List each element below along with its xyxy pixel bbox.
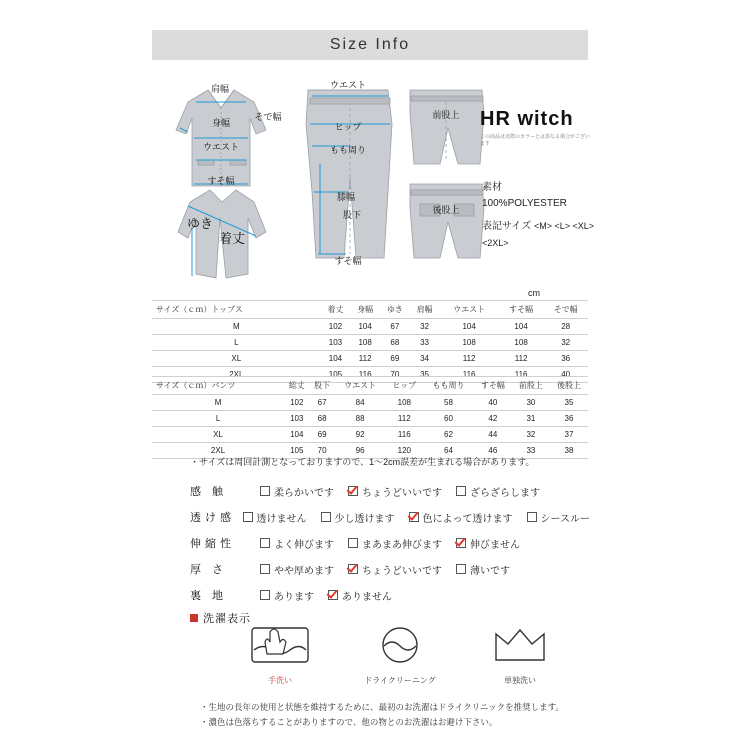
svg-text:ヒップ: ヒップ (334, 122, 362, 132)
table-cell: 104 (321, 351, 351, 367)
attribute-label: 裏 地 (190, 590, 228, 602)
table-col-header: サイズ（ｃｍ）トップス (152, 301, 321, 319)
svg-text:ウエスト: ウエスト (202, 142, 240, 152)
table-cell: 58 (423, 395, 474, 411)
table-row-label: 2XL (152, 367, 321, 383)
table-row-label: M (152, 319, 321, 335)
table-cell: 116 (499, 367, 544, 383)
svg-text:股下: 股下 (342, 210, 362, 220)
attribute-row (190, 556, 590, 582)
wash-item (350, 622, 450, 686)
svg-text:ウエスト: ウエスト (329, 80, 367, 90)
wash-item (470, 622, 570, 686)
table-cell: 46 (474, 443, 512, 459)
table-col-header: 身幅 (350, 301, 380, 319)
attribute-options (243, 510, 591, 525)
table-cell: 37 (550, 427, 588, 443)
wash-caption: 単独洗い (504, 676, 536, 685)
material-label: 素材 (482, 182, 502, 193)
attribute-option[interactable] (456, 536, 520, 551)
attribute-option-label: ちょうどいいです (362, 565, 442, 577)
table-cell: 33 (410, 335, 440, 351)
table-cell: 120 (385, 443, 423, 459)
table-cell: 28 (543, 319, 588, 335)
table-cell: 70 (380, 367, 410, 383)
table-cell: 108 (385, 395, 423, 411)
table-cell: 96 (335, 443, 386, 459)
brand-block (480, 108, 590, 147)
table-cell: 102 (321, 319, 351, 335)
svg-text:身幅: 身幅 (211, 118, 231, 128)
checkbox-icon[interactable] (527, 512, 537, 522)
attribute-option[interactable] (328, 588, 392, 603)
attribute-option-label: 伸びません (470, 539, 520, 551)
material-spec (482, 180, 602, 212)
table-col-header: 肩幅 (410, 301, 440, 319)
attribute-option-label: ざらざらします (470, 487, 540, 499)
table-cell: 108 (350, 335, 380, 351)
table-cell: 67 (309, 395, 334, 411)
table-row-label: XL (152, 351, 321, 367)
footer-notes (200, 700, 620, 730)
attribute-option[interactable] (260, 484, 334, 499)
attribute-label: 厚 さ (190, 564, 228, 576)
checkbox-icon[interactable] (456, 486, 466, 496)
table-cell: 36 (543, 351, 588, 367)
wash-title-text: 洗濯表示 (203, 613, 251, 625)
table-cell: 64 (423, 443, 474, 459)
table-row (152, 335, 588, 351)
attribute-option[interactable] (409, 510, 513, 525)
table-cell: 70 (309, 443, 334, 459)
tops-size-table (152, 300, 588, 383)
footer-line-2: ・濃色は色落ちすることがありますので、他の物とのお洗濯はお避け下さい。 (200, 717, 498, 727)
svg-text:そで幅: そで幅 (254, 112, 282, 122)
table-row (152, 395, 588, 411)
table-row (152, 319, 588, 335)
attribute-option[interactable] (527, 510, 591, 525)
table-row-label: XL (152, 427, 284, 443)
wash-caption: ドライクリーニング (364, 676, 436, 685)
svg-text:すそ幅: すそ幅 (207, 176, 235, 186)
table-cell: 112 (439, 351, 498, 367)
attribute-row (190, 478, 590, 504)
svg-text:膝幅: 膝幅 (336, 192, 356, 202)
table-cell: 31 (512, 411, 550, 427)
attribute-option-label: よく伸びます (274, 539, 334, 551)
checkbox-icon[interactable] (243, 512, 253, 522)
table-row-label: L (152, 335, 321, 351)
table-header-row (152, 301, 588, 319)
svg-text:後股上: 後股上 (432, 205, 460, 215)
attribute-options (260, 562, 510, 577)
attribute-options (260, 588, 392, 603)
wash-item (230, 622, 330, 686)
table-cell: 42 (474, 411, 512, 427)
checkbox-icon[interactable] (260, 486, 270, 496)
size-label: 表記サイズ (482, 221, 532, 232)
table-cell: 38 (550, 443, 588, 459)
table-cell: 40 (474, 395, 512, 411)
table-cell: 33 (512, 443, 550, 459)
attribute-row (190, 530, 590, 556)
page-title: Size Info (329, 36, 411, 53)
attribute-option-label: シースルー (540, 513, 590, 525)
attribute-option[interactable] (260, 588, 314, 603)
table-row-label: M (152, 395, 284, 411)
attribute-option[interactable] (348, 562, 442, 577)
checkbox-icon[interactable] (321, 512, 331, 522)
attribute-row (190, 504, 590, 530)
table-cell: 32 (543, 335, 588, 351)
table-cell: 108 (499, 335, 544, 351)
table-col-header: 前股上 (512, 377, 550, 395)
table-cell: 35 (410, 367, 440, 383)
checkbox-icon[interactable] (456, 564, 466, 574)
checkbox-icon[interactable] (260, 564, 270, 574)
attribute-option[interactable] (260, 536, 334, 551)
table-cell: 103 (321, 335, 351, 351)
table-cell: 88 (335, 411, 386, 427)
table-col-header: もも周り (423, 377, 474, 395)
table-cell: 116 (385, 427, 423, 443)
header-bar (152, 30, 588, 60)
size-spec (482, 218, 612, 252)
table-cell: 67 (380, 319, 410, 335)
size-value: <M> <L> <XL> <2XL> (482, 221, 595, 248)
table-col-header: ウエスト (439, 301, 498, 319)
table-col-header: 着丈 (321, 301, 351, 319)
attribute-option-label: やや厚めます (274, 565, 334, 577)
attribute-option-label: 色によって透けます (422, 513, 513, 525)
single-wash-icon (480, 622, 560, 668)
attribute-list (190, 478, 590, 608)
footer-line-1: ・生地の長年の使用と状態を維持するために、最初のお洗濯はドライクリニックを推奨します。 (200, 702, 564, 712)
table-cell: 92 (335, 427, 386, 443)
table-col-header: ゆき (380, 301, 410, 319)
attribute-option-label: 少し透けます (334, 513, 395, 525)
table-col-header: サイズ（ｃｍ）パンツ (152, 377, 284, 395)
table-cell: 104 (350, 319, 380, 335)
table-cell: 102 (284, 395, 309, 411)
table-cell: 112 (350, 351, 380, 367)
table-cell: 40 (543, 367, 588, 383)
brand-subtext: この商品は実際のカラーとは異なる場合がございます (480, 134, 591, 147)
table-cell: 34 (410, 351, 440, 367)
attribute-option-label: まあまあ伸びます (362, 539, 442, 551)
table-cell: 60 (423, 411, 474, 427)
table-col-header: すそ幅 (499, 301, 544, 319)
attribute-option[interactable] (456, 562, 510, 577)
svg-text:ゆき: ゆき (186, 216, 214, 231)
bullet-square-icon (190, 614, 198, 622)
attribute-option-label: 薄いです (470, 565, 510, 577)
attribute-option-label: ありません (342, 591, 392, 603)
checked-checkbox-icon[interactable] (348, 564, 358, 574)
table-cell: 68 (309, 411, 334, 427)
pants-size-table (152, 376, 588, 459)
attribute-options (260, 536, 520, 551)
wash-icon-row (230, 622, 570, 686)
garment-diagram (152, 68, 591, 288)
table-cell: 104 (284, 427, 309, 443)
attribute-label: 伸縮性 (190, 538, 235, 550)
table-cell: 35 (550, 395, 588, 411)
attribute-option[interactable] (260, 562, 334, 577)
svg-text:もも周り: もも周り (329, 145, 367, 155)
table-cell: 69 (309, 427, 334, 443)
attribute-option[interactable] (348, 484, 442, 499)
table-cell: 103 (284, 411, 309, 427)
table-cell: 104 (439, 319, 498, 335)
table-row (152, 411, 588, 427)
material-value: 100%POLYESTER (482, 198, 567, 209)
table-col-header: 股下 (309, 377, 334, 395)
svg-text:すそ幅: すそ幅 (334, 256, 362, 266)
measurement-note: ・サイズは周回計測となっておりますので、1〜2cm誤差が生まれる場合があります。 (190, 457, 535, 467)
table-cell: 30 (512, 395, 550, 411)
table-cell: 68 (380, 335, 410, 351)
attribute-row (190, 582, 590, 608)
table-row (152, 351, 588, 367)
hand-wash-icon (240, 622, 320, 668)
attribute-option[interactable] (348, 536, 442, 551)
unit-label: cm (528, 288, 540, 298)
checked-checkbox-icon[interactable] (409, 512, 419, 522)
table-row-label: 2XL (152, 443, 284, 459)
checkbox-icon[interactable] (348, 538, 358, 548)
table-cell: 32 (512, 427, 550, 443)
attribute-options (260, 484, 540, 499)
table-row (152, 427, 588, 443)
attribute-option-label: 柔らかいです (274, 487, 334, 499)
table-col-header: 総丈 (284, 377, 309, 395)
table-cell: 105 (284, 443, 309, 459)
table-col-header: すそ幅 (474, 377, 512, 395)
brand-logo: HR witch (480, 108, 574, 130)
table-cell: 104 (499, 319, 544, 335)
attribute-option-label: 透けません (256, 513, 307, 525)
svg-text:着丈: 着丈 (218, 231, 246, 246)
table-cell: 44 (474, 427, 512, 443)
attribute-label: 感 触 (190, 486, 228, 498)
attribute-option[interactable] (456, 484, 540, 499)
table-row-label: L (152, 411, 284, 427)
checked-checkbox-icon[interactable] (348, 486, 358, 496)
table-cell: 116 (350, 367, 380, 383)
table-cell: 105 (321, 367, 351, 383)
checked-checkbox-icon[interactable] (328, 590, 338, 600)
wash-caption: 手洗い (268, 676, 292, 685)
svg-text:前股上: 前股上 (432, 110, 460, 120)
table-col-header: そで幅 (543, 301, 588, 319)
attribute-option[interactable] (243, 510, 307, 525)
table-col-header: ウエスト (335, 377, 386, 395)
table-cell: 112 (499, 351, 544, 367)
attribute-option-label: あります (274, 591, 314, 603)
table-cell: 32 (410, 319, 440, 335)
table-cell: 69 (380, 351, 410, 367)
attribute-option-label: ちょうどいいです (362, 487, 442, 499)
table-cell: 36 (550, 411, 588, 427)
table-cell: 84 (335, 395, 386, 411)
attribute-option[interactable] (321, 510, 395, 525)
table-cell: 62 (423, 427, 474, 443)
checked-checkbox-icon[interactable] (456, 538, 466, 548)
table-cell: 112 (385, 411, 423, 427)
attribute-label: 透け感 (190, 512, 235, 524)
checkbox-icon[interactable] (260, 538, 270, 548)
dry-clean-icon (360, 622, 440, 668)
svg-text:肩幅: 肩幅 (210, 84, 230, 94)
checkbox-icon[interactable] (260, 590, 270, 600)
table-col-header: 後股上 (550, 377, 588, 395)
table-header-row (152, 377, 588, 395)
table-cell: 116 (439, 367, 498, 383)
table-col-header: ヒップ (385, 377, 423, 395)
table-cell: 108 (439, 335, 498, 351)
